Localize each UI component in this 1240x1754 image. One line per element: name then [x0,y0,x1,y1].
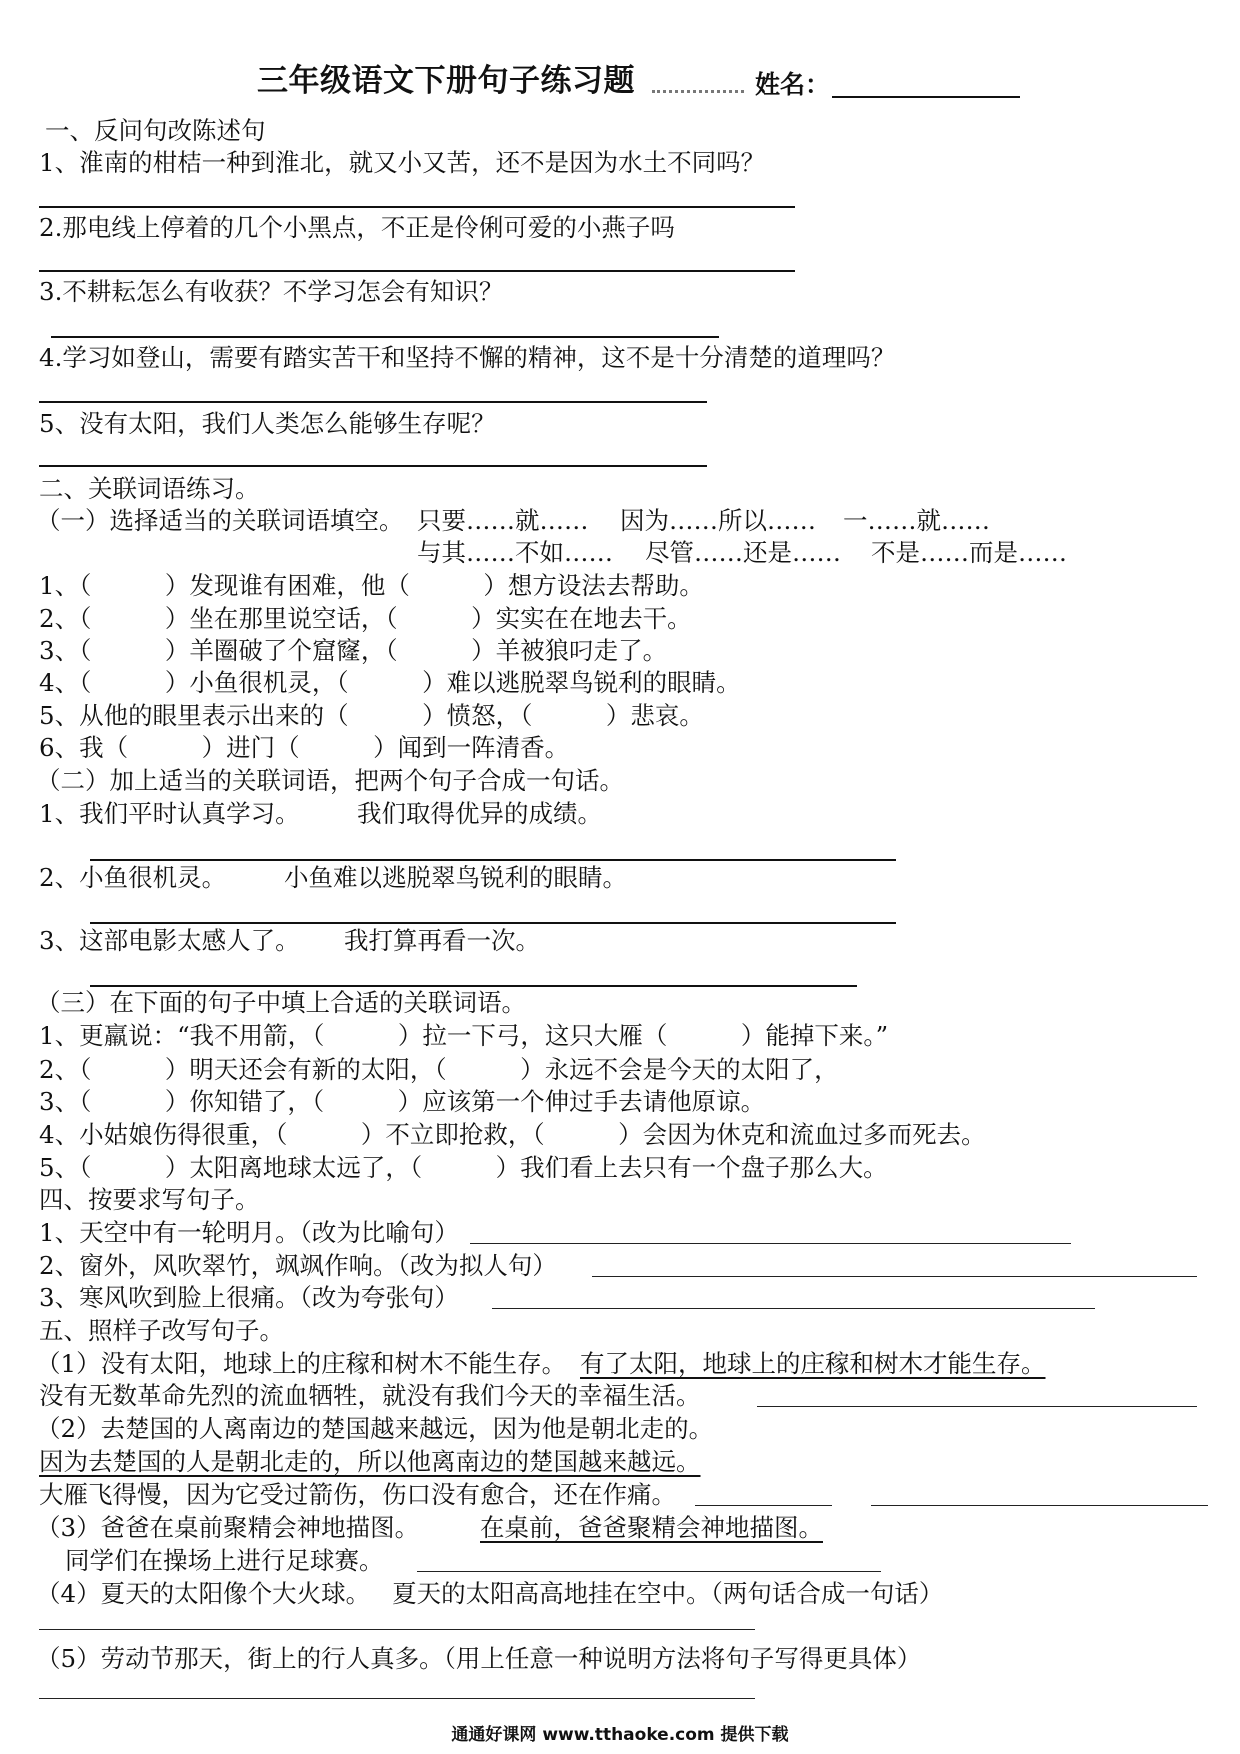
part-1-heading: （一）选择适当的关联词语填空。 [36,506,404,535]
answer-line [592,1276,1197,1277]
name-blank-line [832,96,1020,98]
answer-line [90,922,896,924]
answer-line [39,270,795,272]
example-prompt: （2）去楚国的人离南边的楚国越来越远，因为他是朝北走的。 [36,1414,714,1443]
question-item: 3、（ ）羊圈破了个窟窿，（ ）羊被狼叼走了。 [39,636,668,665]
footer-credit: 通通好课网 www.tthaoke.com 提供下载 [451,1725,789,1745]
task-instruction: （两句话合成一句话） [710,1579,944,1608]
exercise-sentence: 没有无数革命先烈的流血牺牲，就没有我们今天的幸福生活。 [39,1381,701,1410]
page-title: 三年级语文下册句子练习题 [257,63,635,99]
question-item: 4、（ ）小鱼很机灵，（ ）难以逃脱翠鸟锐利的眼睛。 [39,668,741,697]
task-instruction: （用上任意一种说明方法将句子写得更具体） [443,1644,922,1673]
question-item: 5、（ ）太阳离地球太远了，（ ）我们看上去只有一个盘子那么大。 [39,1153,888,1182]
conjunction-option: 因为……所以…… [620,506,816,535]
question-item: 2、（ ）坐在那里说空话，（ ）实实在在地去干。 [39,604,692,633]
answer-line [757,1406,1197,1407]
conjunction-option: 不是……而是…… [871,538,1067,567]
answer-line [39,465,707,467]
question-item: 2、窗外，风吹翠竹，飒飒作响。（改为拟人句） [39,1251,557,1280]
answer-line [492,1308,1095,1309]
section-2-heading: 二、关联词语练习。 [39,474,260,503]
expand-task [36,1643,921,1675]
sentence-a: 1、我们平时认真学习。 [39,799,300,828]
question-item: 1、淮南的柑桔一种到淮北，就又小又苦，还不是因为水土不同吗？ [39,148,766,177]
question-item: 2、（ ）明天还会有新的太阳，（ ）永远不会是今天的太阳了， [39,1055,839,1084]
answer-line [695,1505,832,1506]
example-prompt: （5）劳动节那天，街上的行人真多。 [36,1644,444,1673]
question-item: 3、寒风吹到脸上很痛。（改为夸张句） [39,1283,459,1312]
answer-line [39,1698,755,1699]
answer-line [90,859,896,861]
section-5-heading: 五、照样子改写句子。 [39,1316,284,1345]
sentence-b: 小鱼难以逃脱翠鸟锐利的眼睛。 [284,863,627,892]
title-dotted-leader [652,90,744,93]
conjunction-option: 尽管……还是…… [645,538,841,567]
example-prompt: （1）没有太阳，地球上的庄稼和树木不能生存。 [36,1349,567,1378]
question-item: 4.学习如登山，需要有踏实苦干和坚持不懈的精神，这不是十分清楚的道理吗？ [39,343,896,372]
example-prompt-b: 夏天的太阳高高地挂在空中。 [392,1579,711,1608]
question-item: 3、（ ）你知错了，（ ）应该第一个伸过手去请他原谅。 [39,1087,766,1116]
answer-line [39,1629,755,1630]
answer-line [417,1571,881,1572]
exercise-sentence: 大雁飞得慢，因为它受过箭伤，伤口没有愈合，还在作痛。 [39,1480,676,1509]
combine-task [36,1578,943,1610]
sentence-a: 2、小鱼很机灵。 [39,863,227,892]
example-prompt: （4）夏天的太阳像个大火球。 [36,1579,371,1608]
sentence-b: 我们取得优异的成绩。 [357,799,602,828]
conjunction-option: 与其……不如…… [417,538,613,567]
conjunction-option: 只要……就…… [417,506,589,535]
name-label: 姓名： [755,70,831,99]
example-prompt: （3）爸爸在桌前聚精会神地描图。 [36,1513,420,1542]
answer-line [39,401,707,403]
question-item: 6、我（ ）进门（ ）闻到一阵清香。 [39,733,570,762]
question-item: 5、从他的眼里表示出来的（ ）愤怒，（ ）悲哀。 [39,701,704,730]
question-item: 5、没有太阳，我们人类怎么能够生存呢？ [39,409,496,438]
conjunction-option: 一……就…… [843,506,990,535]
answer-line [871,1505,1208,1506]
model-answer: 在桌前，爸爸聚精会神地描图。 [480,1513,823,1542]
model-answer: 因为去楚国的人是朝北走的，所以他离南边的楚国越来越远。 [39,1447,701,1476]
model-answer: 有了太阳，地球上的庄稼和树木才能生存。 [580,1349,1046,1378]
section-4-heading: 四、按要求写句子。 [39,1185,260,1214]
question-item: 1、更羸说：“我不用箭，（ ）拉一下弓，这只大雁（ ）能掉下来。” [39,1021,889,1050]
answer-line [470,1243,1071,1244]
question-item: 2.那电线上停着的几个小黑点，不正是伶俐可爱的小燕子吗 [39,213,675,242]
question-item: 4、小姑娘伤得很重，（ ）不立即抢救，（ ）会因为休克和流血过多而死去。 [39,1120,986,1149]
answer-line [51,336,719,338]
sentence-b: 我打算再看一次。 [344,926,540,955]
question-item: 1、（ ）发现谁有困难，他（ ）想方设法去帮助。 [39,571,704,600]
part-2-heading: （二）加上适当的关联词语，把两个句子合成一句话。 [36,766,624,795]
exercise-sentence: 同学们在操场上进行足球赛。 [65,1546,384,1575]
part-3-heading: （三）在下面的句子中填上合适的关联词语。 [36,988,526,1017]
question-item: 1、天空中有一轮明月。（改为比喻句） [39,1218,459,1247]
section-1-heading: 一、反问句改陈述句 [45,116,266,145]
answer-line [39,206,795,208]
sentence-a: 3、这部电影太感人了。 [39,926,300,955]
question-item: 3.不耕耘怎么有收获？不学习怎会有知识？ [39,277,504,306]
